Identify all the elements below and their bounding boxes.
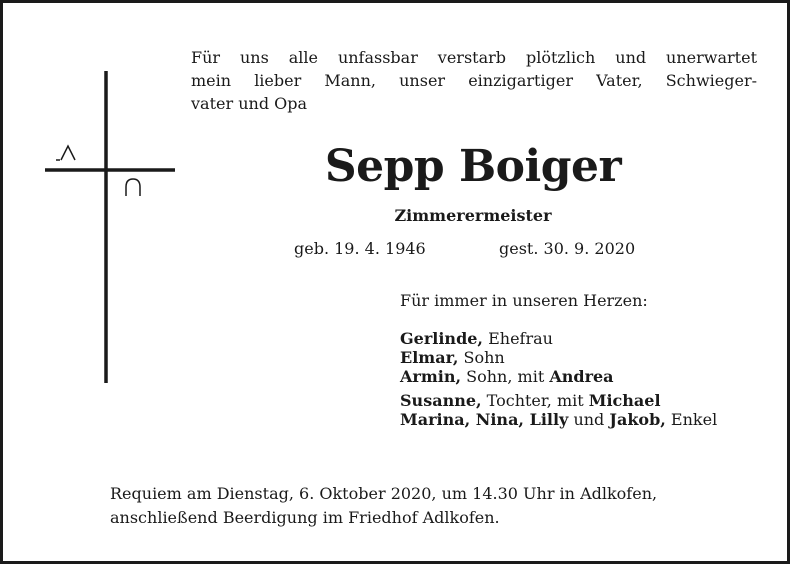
intro-line: Für uns alle unfassbar verstarb plötzlich und unerwartet <box>191 48 757 67</box>
mourner-name: Susanne, <box>400 391 482 410</box>
mourner-name: Jakob, <box>609 410 666 429</box>
requiem-line: Requiem am Dienstag, 6. Oktober 2020, um 14.30 Uhr in Adlkofen, <box>110 484 658 503</box>
mourner-row <box>400 410 717 429</box>
alpha-icon <box>56 146 75 160</box>
mourner-name: Andrea <box>549 367 614 386</box>
intro-line: vater und Opa <box>191 94 308 113</box>
requiem-info <box>110 482 657 530</box>
mourner-row <box>400 367 717 386</box>
birth-date: geb. 19. 4. 1946 <box>294 239 426 258</box>
deceased-profession: Zimmerermeister <box>394 206 552 225</box>
mourner-relation: und <box>568 410 610 429</box>
mourner-row <box>400 348 717 367</box>
omega-icon <box>126 179 140 196</box>
mourner-name: Elmar, <box>400 348 459 367</box>
mourner-relation: Sohn <box>458 348 505 367</box>
intro-text <box>191 46 757 115</box>
mourner-relation: Tochter, mit <box>481 391 589 410</box>
mourner-name: Michael <box>588 391 661 410</box>
mourner-relation: Ehefrau <box>483 329 553 348</box>
mourner-name: Marina, Nina, Lilly <box>400 410 569 429</box>
mourner-row <box>400 329 717 348</box>
mourner-name: Gerlinde, <box>400 329 483 348</box>
closing-phrase: Für immer in unseren Herzen: <box>400 291 648 310</box>
mourner-relation: Sohn, mit <box>461 367 550 386</box>
death-date: gest. 30. 9. 2020 <box>499 239 636 258</box>
cross-icon <box>43 71 183 396</box>
mourner-row <box>400 391 717 410</box>
intro-line: mein lieber Mann, unser einzigartiger Vater, Schwieger- <box>191 71 757 90</box>
mourners-list <box>400 329 717 429</box>
mourner-relation: Enkel <box>665 410 718 429</box>
requiem-line: anschließend Beerdigung im Friedhof Adlkofen. <box>110 508 500 527</box>
mourner-name: Armin, <box>400 367 462 386</box>
deceased-name: Sepp Boiger <box>324 141 622 192</box>
